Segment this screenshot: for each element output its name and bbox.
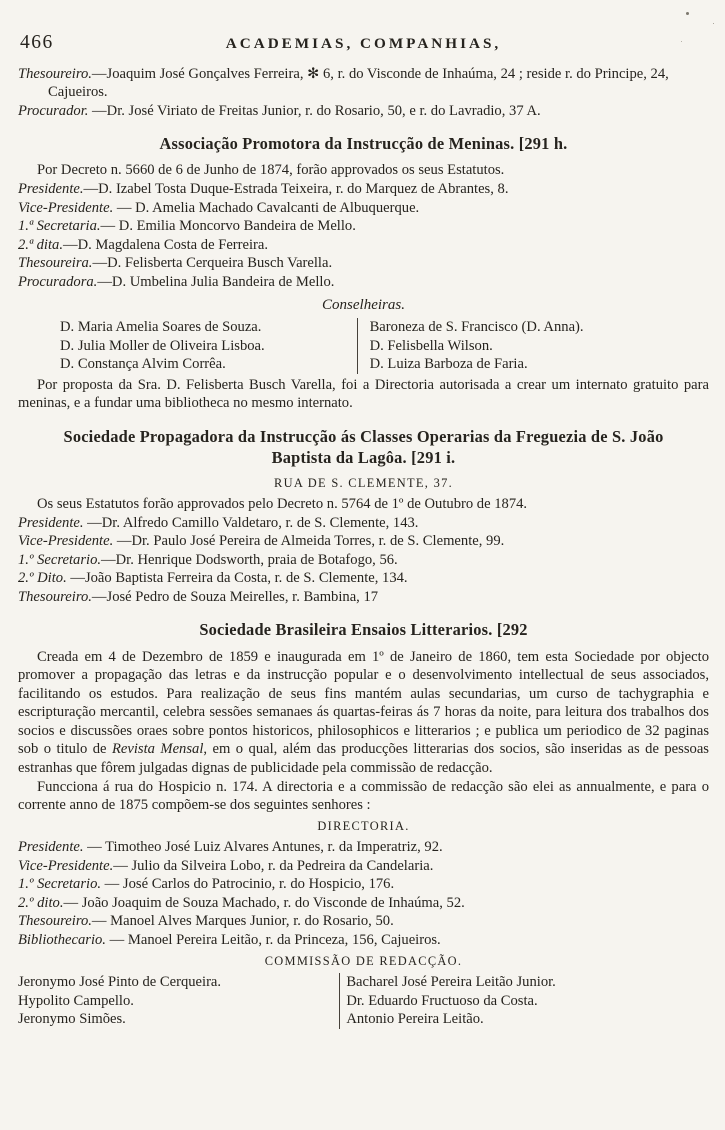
officer-entry	[18, 102, 709, 121]
officer-role: 1.ª Secretaria.	[18, 218, 101, 235]
officer-text: — D. Emilia Moncorvo Bandeira de Mello.	[100, 218, 356, 235]
officer-text: —D. Izabel Tosta Duque-Estrada Teixeira, r. do Marquez de Abrantes, 8.	[83, 180, 509, 197]
conselheiras-columns	[18, 318, 709, 374]
officer-text: —Dr. José Viriato de Freitas Junior, r. do Rosario, 50, e r. do Lavradio, 37 A.	[88, 102, 541, 119]
officer-role: Vice-Presidente.	[18, 857, 114, 874]
officer-role: Vice-Presidente.	[18, 199, 114, 216]
commissao-heading: COMMISSÃO DE REDACÇÃO.	[264, 953, 463, 968]
officer-entry	[18, 588, 709, 607]
officer-text: — Manoel Alves Marques Junior, r. do Rosario, 50.	[91, 913, 394, 930]
officer-text: —João Baptista Ferreira da Costa, r. de S. Clemente, 134.	[66, 570, 408, 587]
officer-text: —Dr. Alfredo Camillo Valdetaro, r. de S. Clemente, 143.	[83, 514, 419, 531]
officer-entry	[18, 857, 709, 876]
officer-role: Thesoureiro.	[18, 588, 92, 605]
commissao-member: Bacharel José Pereira Leitão Junior.	[346, 974, 556, 991]
officer-text: —D. Umbelina Julia Bandeira de Mello.	[97, 273, 335, 290]
officer-role: Procurador.	[18, 102, 89, 119]
officer-entry	[18, 569, 709, 588]
officer-text: — José Carlos do Patrocinio, r. do Hospicio, 176.	[101, 876, 395, 893]
commissao-member: Dr. Eduardo Fructuoso da Costa.	[346, 992, 538, 1009]
section-intro: Os seus Estatutos forão approvados pelo Decreto n. 5764 de 1º de Outubro de 1874.	[37, 496, 528, 513]
officer-role: Presidente.	[18, 839, 84, 856]
commissao-member: Jeronymo José Pinto de Cerqueira.	[18, 974, 222, 991]
officer-text: — D. Amelia Machado Cavalcanti de Albuquerque.	[113, 199, 420, 216]
officer-entry	[18, 838, 709, 857]
section-paragraph	[18, 648, 709, 778]
paragraph-text: , em o qual, além das producções litterarias dos socios, são inseridas as de pessoas estranhas que fôrem julgadas dignas de publicidade pela commissão de redacção.	[18, 741, 709, 776]
section-note: Por proposta da Sra. D. Felisberta Busch Varella, foi a Directoria autorisada a crear um internato gratuito para meninas, e a fundar uma bibliotheca no mesmo internato.	[18, 376, 709, 412]
conselheira-name: D. Constança Alvim Corrêa.	[60, 356, 226, 373]
officer-entry	[18, 217, 709, 236]
section-title-associacao-promotora: Associação Promotora da Instrucção de Meninas. [291 h.	[159, 134, 568, 154]
officer-text: — João Joaquim de Souza Machado, r. do Visconde de Inhaúma, 52.	[63, 894, 465, 911]
officer-text: — Julio da Silveira Lobo, r. da Pedreira da Candelaria.	[113, 857, 434, 874]
running-title: ACADEMIAS, COMPANHIAS,	[225, 35, 502, 52]
conselheira-name: Baroneza de S. Francisco (D. Anna).	[369, 319, 584, 336]
conselheiras-heading: Conselheiras.	[322, 297, 405, 314]
commissao-member: Hypolito Campello.	[18, 992, 134, 1009]
section-paragraph: Funcciona á rua do Hospicio n. 174. A directoria e a commissão de redacção são elei as annualmente, e para o corrente anno de 1875 compõem-se dos seguintes senhores :	[18, 778, 709, 814]
page-header	[18, 34, 709, 54]
section-title-sociedade-propagadora: Sociedade Propagadora da Instrucção ás Classes Operarias da Freguezia de S. João Baptista da Lagôa. [291 i.	[63, 426, 664, 468]
officer-role: Vice-Presidente.	[18, 533, 114, 550]
directoria-heading: DIRECTORIA.	[317, 818, 410, 833]
officer-text: —Joaquim José Gonçalves Ferreira, ✻ 6, r. do Visconde de Inhaúma, 24 ; reside r. do Principe, 24, Cajueiros.	[48, 65, 669, 101]
conselheira-name: D. Luiza Barboza de Faria.	[369, 356, 528, 373]
section-address: RUA DE S. CLEMENTE, 37.	[274, 475, 453, 490]
officer-role: Thesoureiro.	[18, 65, 92, 82]
officer-entry	[18, 254, 709, 273]
officer-entry	[18, 912, 709, 931]
officer-text: —Dr. Henrique Dodsworth, praia de Botafogo, 56.	[101, 551, 398, 568]
officer-role: Procuradora.	[18, 273, 98, 290]
officer-role: Presidente.	[18, 180, 84, 197]
officer-entry	[18, 551, 709, 570]
officer-text: —D. Felisberta Cerqueira Busch Varella.	[92, 255, 333, 272]
section-title-sociedade-brasileira: Sociedade Brasileira Ensaios Litterarios. [292	[199, 620, 528, 640]
conselheira-name: D. Maria Amelia Soares de Souza.	[60, 319, 262, 336]
officer-entry	[18, 875, 709, 894]
officer-role: 2.º dito.	[18, 894, 64, 911]
officer-entry	[18, 236, 709, 255]
officer-role: 1.º Secretario.	[18, 876, 102, 893]
section-intro: Por Decreto n. 5660 de 6 de Junho de 1874, forão approvados os seus Estatutos.	[37, 162, 505, 179]
officer-entry	[18, 199, 709, 218]
periodical-title: Revista Mensal	[112, 741, 204, 758]
commissao-left-column	[18, 973, 339, 1029]
officer-entry	[18, 514, 709, 533]
officer-entry	[18, 180, 709, 199]
conselheira-name: D. Felisbella Wilson.	[369, 337, 493, 354]
officer-role: 1.º Secretario.	[18, 551, 102, 568]
commissao-right-column	[339, 973, 709, 1029]
officer-text: —D. Magdalena Costa de Ferreira.	[62, 236, 269, 253]
commissao-columns	[18, 973, 709, 1029]
conselheiras-right-column	[357, 318, 709, 374]
officer-entry	[18, 65, 709, 102]
officer-text: — Timotheo José Luiz Alvares Antunes, r. da Imperatriz, 92.	[83, 839, 443, 856]
officer-entry	[18, 273, 709, 292]
officer-entry	[18, 894, 709, 913]
officer-text: — Manoel Pereira Leitão, r. da Princeza, 156, Cajueiros.	[105, 931, 441, 948]
officer-role: Thesoureiro.	[18, 913, 92, 930]
officer-role: Presidente.	[18, 514, 84, 531]
officer-entry	[18, 532, 709, 551]
commissao-member: Antonio Pereira Leitão.	[346, 1011, 484, 1028]
paragraph-text: Creada em 4 de Dezembro de 1859 e inaugurada em 1º de Janeiro de 1860, tem esta Sociedade por objecto promover a propagação das letras e da instrucção popular e o desenvolvimento intellectual de seus associados, facilitando os estudos. Para realização de seus fins mantém aulas secundarias, um curso de tachygraphia e escripturação mercantil, celebra sessões semanaes ás quartas-feiras ás 7 horas da noite, para leitura dos trabalhos dos socios e discussões oraes sobre pontos historicos, philosophicos e litterarios ; e publica um periodico de 32 paginas sob o titulo de	[18, 648, 709, 758]
officer-text: —José Pedro de Souza Meirelles, r. Bambina, 17	[91, 588, 379, 605]
page-number: 466	[20, 32, 54, 53]
commissao-member: Jeronymo Simões.	[18, 1011, 126, 1028]
officer-text: —Dr. Paulo José Pereira de Almeida Torres, r. de S. Clemente, 99.	[113, 533, 505, 550]
conselheira-name: D. Julia Moller de Oliveira Lisboa.	[60, 337, 265, 354]
officer-role: 2.º Dito.	[18, 570, 67, 587]
officer-role: 2.ª dita.	[18, 236, 63, 253]
officer-role: Thesoureira.	[18, 255, 93, 272]
officer-role: Bibliothecario.	[18, 931, 106, 948]
conselheiras-left-column	[18, 318, 357, 374]
officer-entry	[18, 931, 709, 950]
